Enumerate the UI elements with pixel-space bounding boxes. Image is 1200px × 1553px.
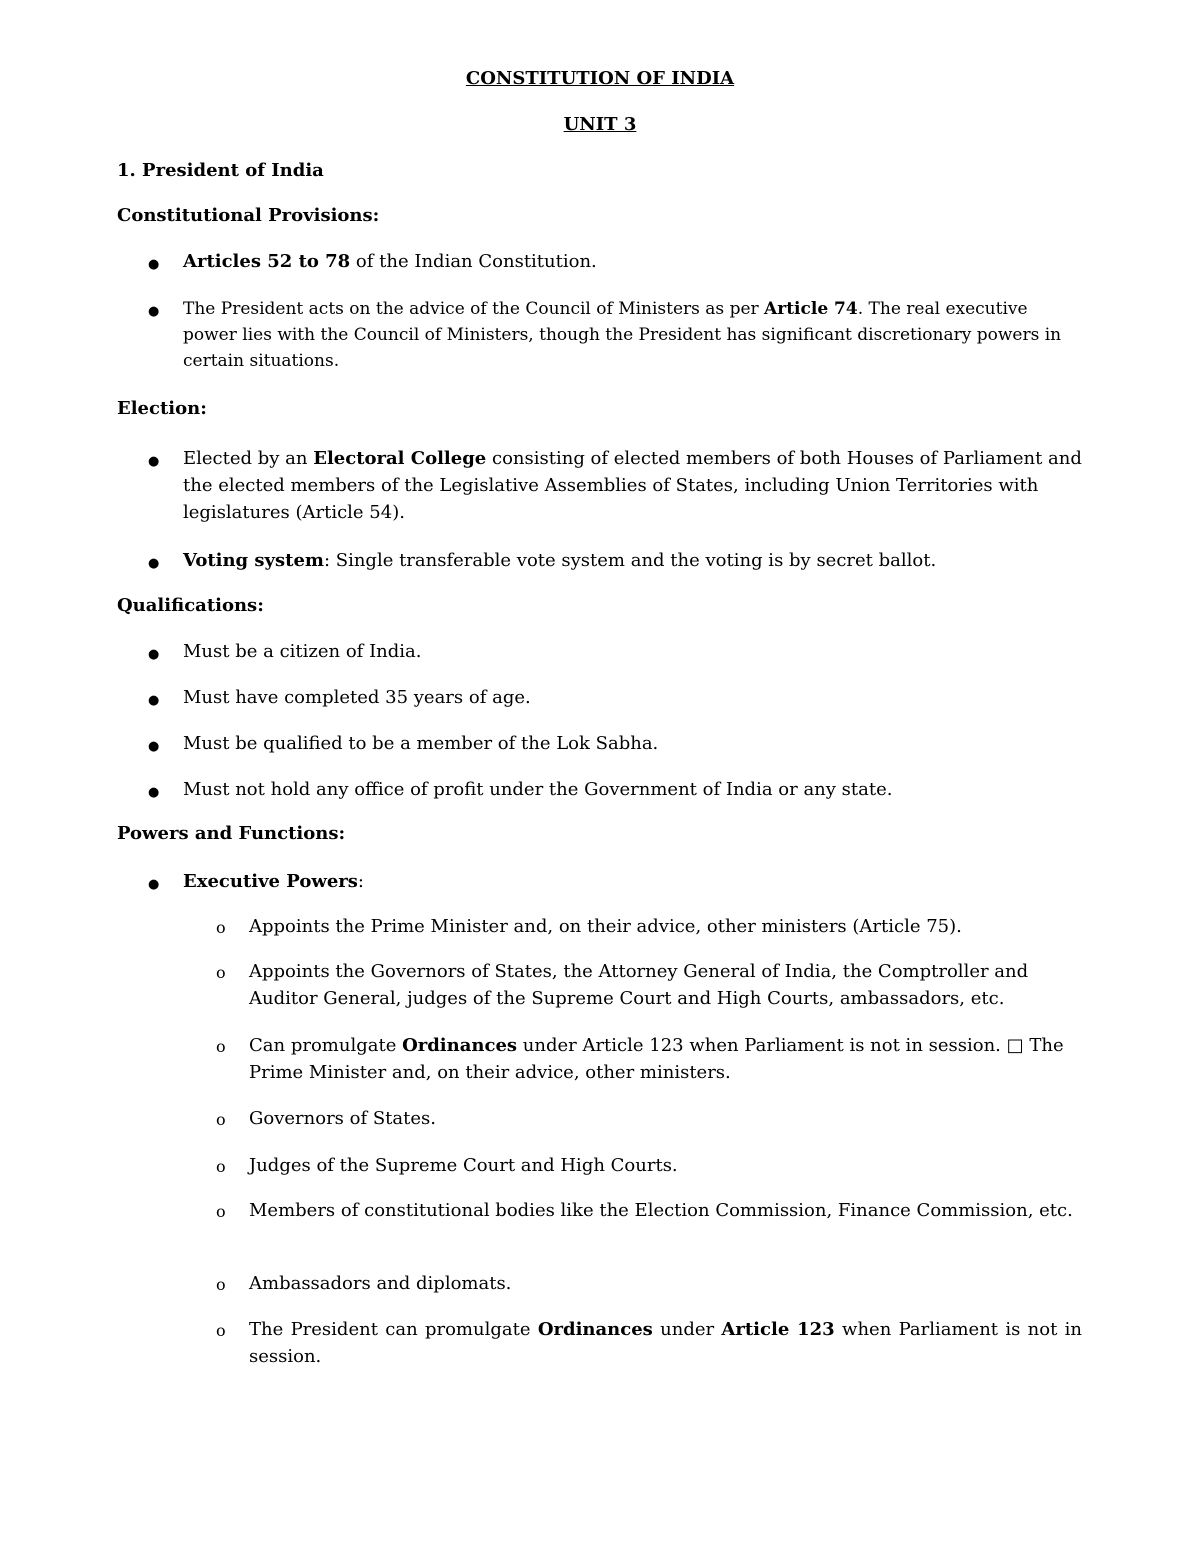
list-item: Articles 52 to 78 of the Indian Constitution. [183, 251, 597, 272]
sub-list-item: Governors of States. [249, 1108, 436, 1129]
list-item: The President acts on the advice of the Council of Ministers as per Article 74. The real executive power lies with the Council of Ministers, though the President has significant discretionary powers in certain situations. [183, 299, 1062, 371]
sub-list-item: The President can promulgate Ordinances under Article 123 when Parliament is not in session. [249, 1319, 1082, 1367]
bullet-icon: ● [148, 257, 160, 272]
sub-list-item: Judges of the Supreme Court and High Courts. [249, 1155, 678, 1176]
qualifications-heading: Qualifications: [117, 595, 264, 616]
list-item: Must be a citizen of India. [183, 641, 422, 662]
sub-bullet-icon: o [216, 1037, 226, 1056]
bullet-icon: ● [148, 877, 160, 892]
sub-bullet-icon: o [216, 1110, 226, 1129]
sub-list-item: Appoints the Governors of States, the Attorney General of India, the Comptroller and Auditor General, judges of the Supreme Court and High Courts, ambassadors, etc. [249, 961, 1029, 1009]
bullet-icon: ● [148, 647, 160, 662]
list-item: Must have completed 35 years of age. [183, 687, 531, 708]
bullet-icon: ● [148, 304, 160, 319]
sub-list-item: Ambassadors and diplomats. [249, 1273, 512, 1294]
document-title: CONSTITUTION OF INDIA [465, 68, 735, 89]
bullet-icon: ● [148, 785, 160, 800]
unit-title: UNIT 3 [563, 114, 637, 135]
bullet-icon: ● [148, 454, 160, 469]
sub-bullet-icon: o [216, 1321, 226, 1340]
list-item: Must be qualified to be a member of the Lok Sabha. [183, 733, 659, 754]
provisions-heading: Constitutional Provisions: [117, 205, 380, 226]
list-item: Executive Powers: [183, 871, 364, 892]
powers-heading: Powers and Functions: [117, 823, 346, 844]
sub-list-item: Can promulgate Ordinances under Article 123 when Parliament is not in session. □ The Prime Minister and, on their advice, other ministers. [249, 1035, 1064, 1083]
list-item: Must not hold any office of profit under the Government of India or any state. [183, 779, 893, 800]
sub-bullet-icon: o [216, 918, 226, 937]
sub-list-item: Appoints the Prime Minister and, on their advice, other ministers (Article 75). [249, 916, 962, 937]
bullet-icon: ● [148, 693, 160, 708]
sub-bullet-icon: o [216, 1157, 226, 1176]
sub-list-item: Members of constitutional bodies like the Election Commission, Finance Commission, etc. [249, 1200, 1073, 1221]
list-item: Voting system: Single transferable vote system and the voting is by secret ballot. [183, 550, 937, 571]
election-heading: Election: [117, 398, 207, 419]
bullet-icon: ● [148, 739, 160, 754]
sub-bullet-icon: o [216, 1202, 226, 1221]
list-item: Elected by an Electoral College consisting of elected members of both Houses of Parliament and the elected members of the Legislative Assemblies of States, including Union Territories with legislatures (Article 54). [183, 448, 1082, 523]
sub-bullet-icon: o [216, 1275, 226, 1294]
bullet-icon: ● [148, 556, 160, 571]
section-heading: 1. President of India [117, 160, 324, 181]
sub-bullet-icon: o [216, 963, 226, 982]
